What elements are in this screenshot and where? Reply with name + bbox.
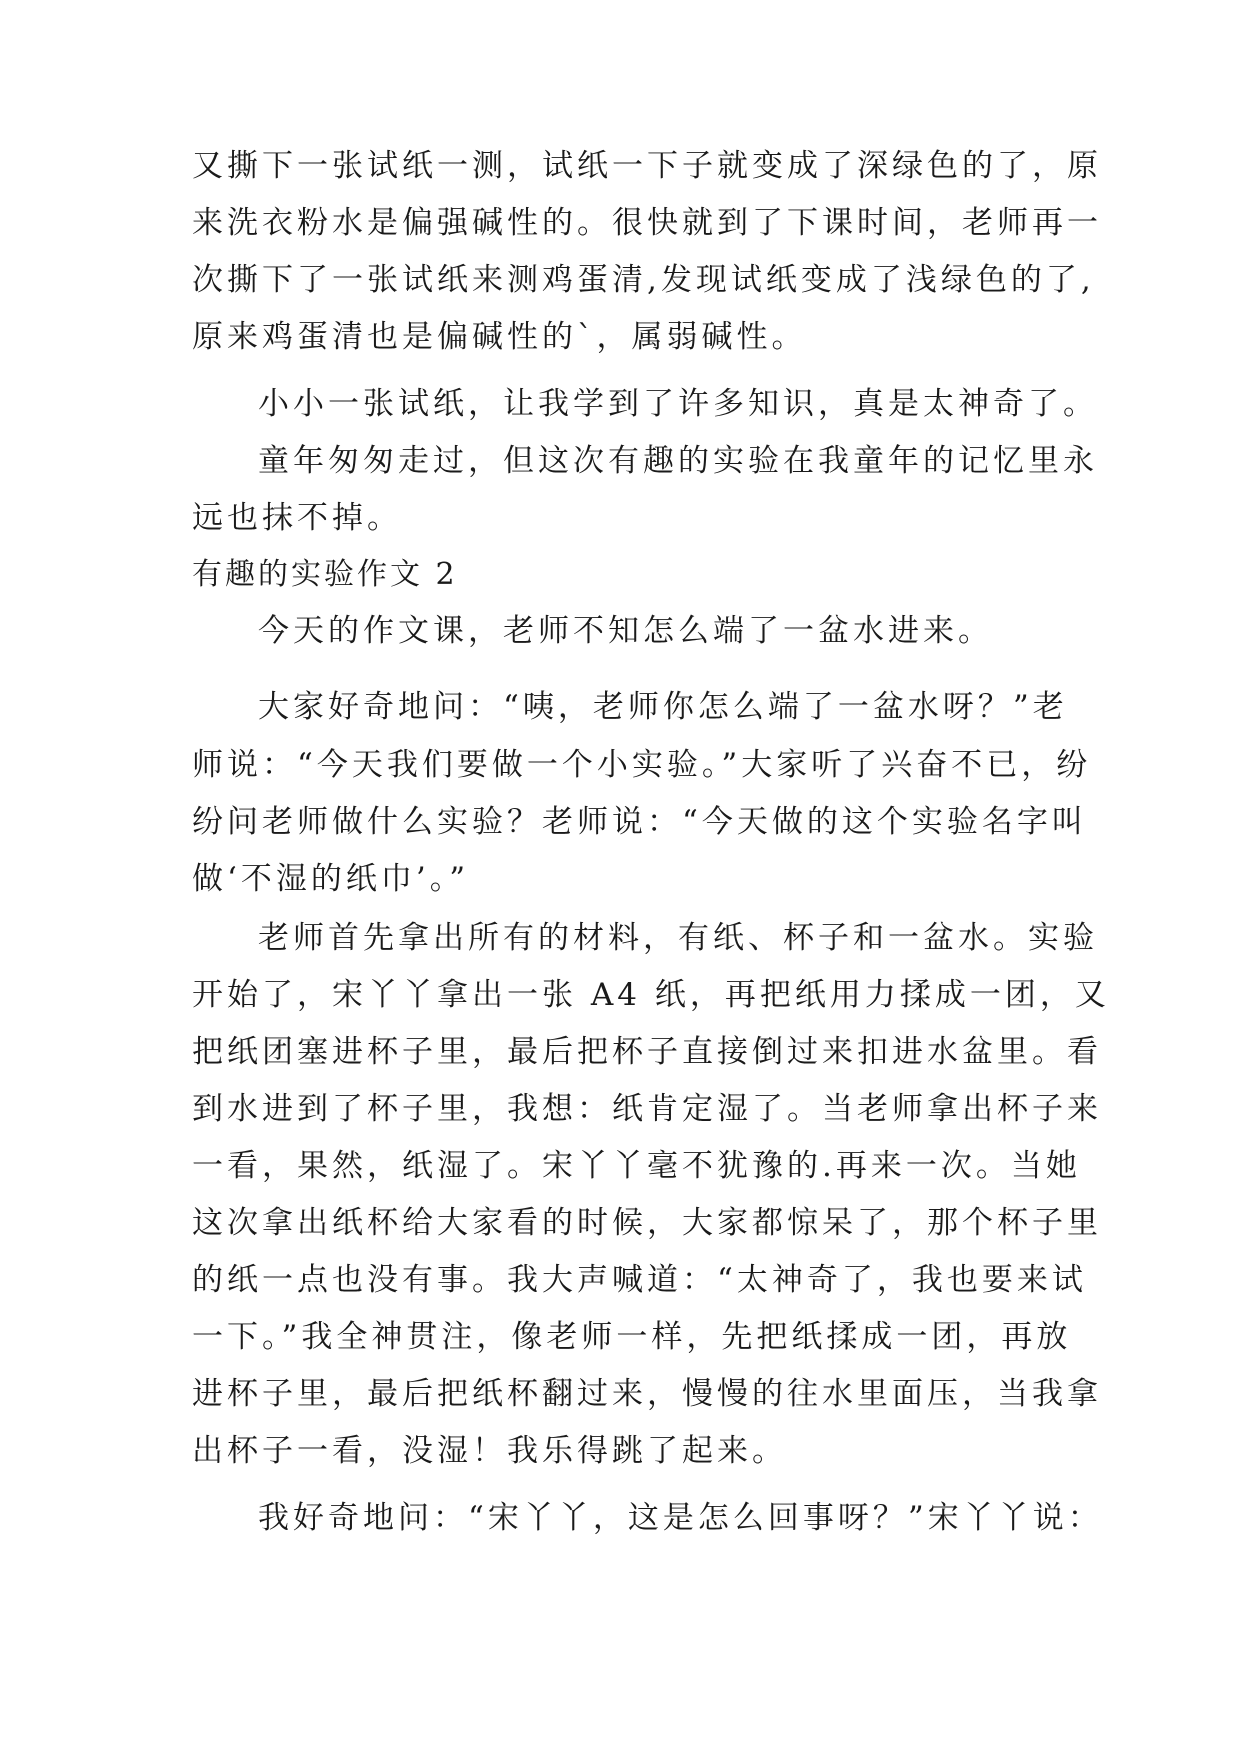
text-line: 我好奇地问：“宋丫丫，这是怎么回事呀？”宋丫丫说： — [258, 1500, 1103, 1536]
text-line: 出杯子一看，没湿！我乐得跳了起来。 — [192, 1433, 787, 1469]
text-line: 大家好奇地问：“咦，老师你怎么端了一盆水呀？”老 — [258, 689, 1068, 725]
text-line: 原来鸡蛋清也是偏碱性的`，属弱碱性。 — [192, 319, 807, 355]
text-line: 小小一张试纸，让我学到了许多知识，真是太神奇了。 — [258, 386, 1098, 422]
text-line: 师说：“今天我们要做一个小实验。”大家听了兴奋不已，纷 — [192, 747, 1092, 783]
text-line: 一看，果然，纸湿了。宋丫丫毫不犹豫的.再来一次。当她 — [192, 1148, 1081, 1184]
text-line: 到水进到了杯子里，我想：纸肯定湿了。当老师拿出杯子来 — [192, 1091, 1102, 1127]
text-line: 今天的作文课，老师不知怎么端了一盆水进来。 — [258, 613, 993, 649]
text-line: 纷问老师做什么实验？老师说：“今天做的这个实验名字叫 — [192, 804, 1087, 840]
section-heading: 有趣的实验作文 2 — [192, 557, 458, 592]
text-line: 的纸一点也没有事。我大声喊道：“太神奇了，我也要来试 — [192, 1262, 1087, 1298]
text-line: 把纸团塞进杯子里，最后把杯子直接倒过来扣进水盆里。看 — [192, 1034, 1102, 1070]
text-line: 次撕下了一张试纸来测鸡蛋清,发现试纸变成了浅绿色的了, — [192, 262, 1095, 298]
text-line: 进杯子里，最后把纸杯翻过来，慢慢的往水里面压，当我拿 — [192, 1376, 1102, 1412]
text-line: 一下。”我全神贯注，像老师一样，先把纸揉成一团，再放 — [192, 1319, 1072, 1355]
text-line: 开始了，宋丫丫拿出一张 A4 纸，再把纸用力揉成一团，又 — [192, 977, 1110, 1013]
text-line: 远也抹不掉。 — [192, 500, 402, 536]
text-line: 童年匆匆走过，但这次有趣的实验在我童年的记忆里永 — [258, 443, 1098, 479]
text-line: 老师首先拿出所有的材料，有纸、杯子和一盆水。实验 — [258, 920, 1098, 956]
text-line: 来洗衣粉水是偏强碱性的。很快就到了下课时间，老师再一 — [192, 205, 1102, 241]
text-line: 这次拿出纸杯给大家看的时候，大家都惊呆了，那个杯子里 — [192, 1205, 1102, 1241]
text-line: 又撕下一张试纸一测，试纸一下子就变成了深绿色的了，原 — [192, 148, 1102, 184]
text-line: 做‘不湿的纸巾’。” — [192, 861, 470, 897]
